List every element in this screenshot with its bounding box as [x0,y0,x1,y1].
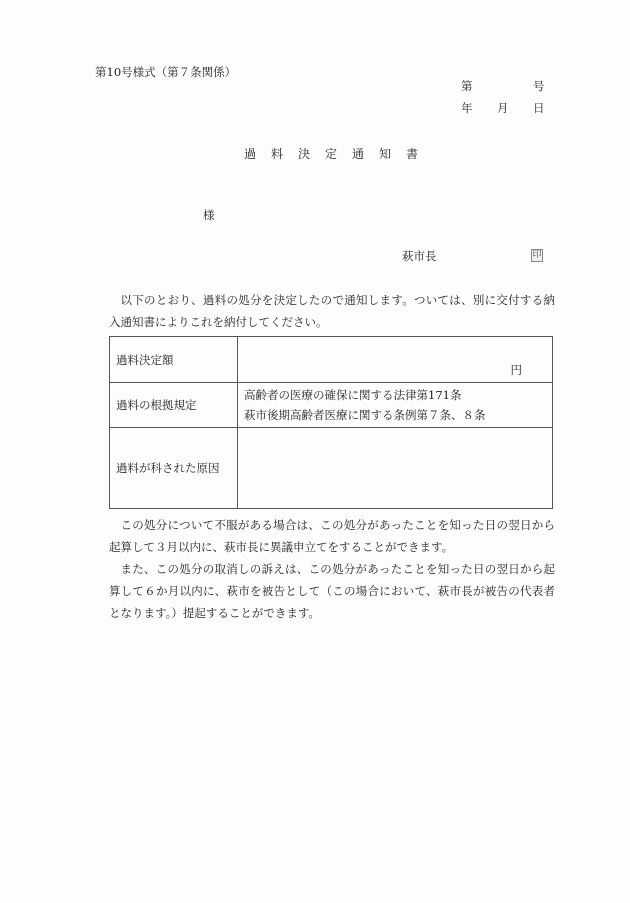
penalty-info-table [109,336,553,509]
legal-basis-line-1: 高齢者の医療の確保に関する法律第171条 [244,388,462,402]
intro-text: 以下のとおり、過料の処分を決定したので通知します。ついては、別に交付する納入通知書によりこれを納付してください。 [109,293,555,329]
cause-label: 過料が科された原因 [110,428,238,509]
intro-paragraph [109,289,555,333]
date-year-label: 年 [461,101,473,115]
table-row-amount [110,337,553,383]
lawsuit-notice: また、この処分の取消しの訴えは、この処分があったことを知った日の翌日から起算して６か月以内に、萩市を被告として（この場合において、萩市長が被告の代表者となります。）提起することができます。 [109,562,555,620]
objection-notice: この処分について不服がある場合は、この処分があったことを知った日の翌日から起算して３月以内に、萩市長に異議申立てをすることができます。 [109,518,555,554]
appeal-notes [109,514,555,624]
addressee-honorific: 様 [203,208,215,222]
issuer-name: 萩市長 [402,249,437,263]
seal-icon: 印 [532,250,542,260]
table-row-cause [110,428,553,509]
legal-basis-line-2: 萩市後期高齢者医療に関する条例第７条、８条 [244,408,486,422]
table-row-legal-basis [110,383,553,428]
yen-unit: 円 [510,363,522,377]
date-day-label: 日 [533,101,545,115]
date-month-label: 月 [497,101,509,115]
amount-label: 過料決定額 [110,337,238,383]
legal-basis-cell [238,383,553,428]
document-title: 過料決定通知書 [244,147,434,161]
amount-value-cell [238,337,553,383]
form-number-label: 第10号様式（第７条関係） [95,65,237,79]
document-number-prefix: 第 [461,79,473,93]
legal-basis-label: 過料の根拠規定 [110,383,238,428]
document-number-suffix: 号 [533,79,545,93]
cause-value-cell [238,428,553,509]
